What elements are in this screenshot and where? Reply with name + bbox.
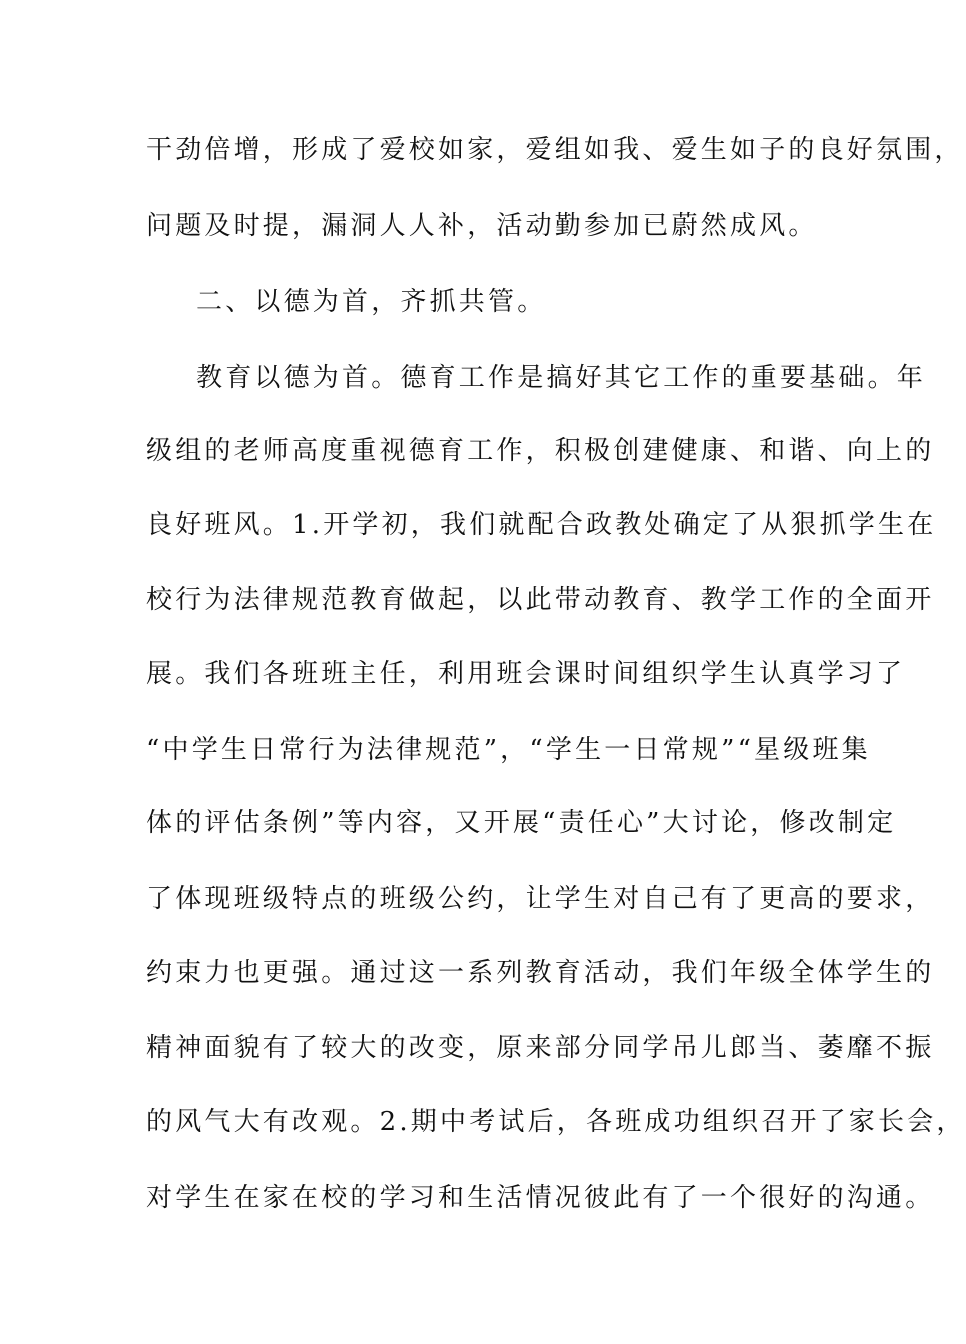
paragraph-line: 展。我们各班班主任，利用班会课时间组织学生认真学习了 — [146, 659, 906, 689]
paragraph-line: 精神面貌有了较大的改变，原来部分同学吊儿郎当、萎靡不振 — [146, 1033, 935, 1063]
paragraph-line: 对学生在家在校的学习和生活情况彼此有了一个很好的沟通。 — [146, 1183, 935, 1213]
paragraph-line: 干劲倍增，形成了爱校如家，爱组如我、爱生如子的良好氛围， — [146, 135, 964, 165]
paragraph-line: 了体现班级特点的班级公约，让学生对自己有了更高的要求， — [146, 884, 935, 914]
paragraph-line: 级组的老师高度重视德育工作，积极创建健康、和谐、向上的 — [146, 436, 935, 466]
paragraph-line: 教育以德为首。德育工作是搞好其它工作的重要基础。年 — [196, 363, 927, 393]
paragraph-line: 体的评估条例”等内容，又开展“责任心”大讨论，修改制定 — [146, 808, 897, 838]
paragraph-line: 问题及时提，漏洞人人补，活动勤参加已蔚然成风。 — [146, 211, 818, 241]
paragraph-line: 良好班风。1.开学初，我们就配合政教处确定了从狠抓学生在 — [146, 510, 937, 540]
paragraph-line: 的风气大有改观。2.期中考试后，各班成功组织召开了家长会， — [146, 1107, 966, 1137]
section-heading: 二、以德为首，齐抓共管。 — [196, 287, 547, 317]
paragraph-line: 校行为法律规范教育做起，以此带动教育、教学工作的全面开 — [146, 585, 935, 615]
paragraph-line: 约束力也更强。通过这一系列教育活动，我们年级全体学生的 — [146, 958, 935, 988]
paragraph-line: “中学生日常行为法律规范”，“学生一日常规”“星级班集 — [146, 735, 871, 765]
